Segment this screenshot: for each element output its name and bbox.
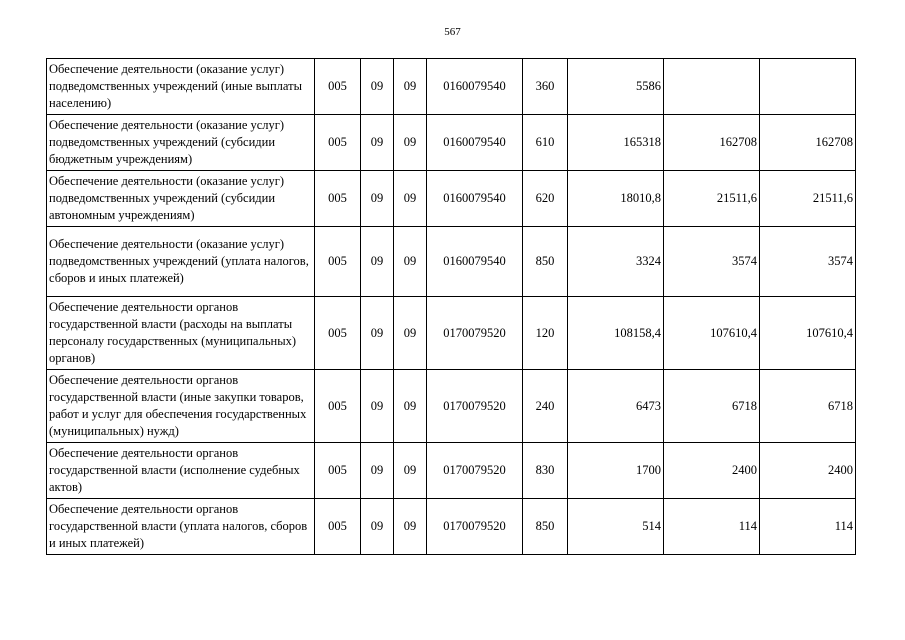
amount-2: 21511,6 [664,171,760,227]
section-code: 09 [361,171,394,227]
expense-type-code: 850 [523,499,568,555]
section-code: 09 [361,499,394,555]
amount-2: 114 [664,499,760,555]
target-code: 0170079520 [427,297,523,370]
table-row [47,59,856,115]
target-code: 0160079540 [427,227,523,297]
target-code: 0170079520 [427,370,523,443]
subsection-code: 09 [394,499,427,555]
amount-3: 162708 [760,115,856,171]
table-row [47,171,856,227]
ministry-code: 005 [315,443,361,499]
subsection-code: 09 [394,171,427,227]
amount-3: 114 [760,499,856,555]
ministry-code: 005 [315,59,361,115]
amount-3: 3574 [760,227,856,297]
amount-1: 108158,4 [568,297,664,370]
table-row [47,443,856,499]
expense-type-code: 620 [523,171,568,227]
amount-2 [664,59,760,115]
table-row [47,227,856,297]
amount-2: 162708 [664,115,760,171]
table-row [47,115,856,171]
amount-2: 107610,4 [664,297,760,370]
table-row [47,297,856,370]
subsection-code: 09 [394,227,427,297]
target-code: 0160079540 [427,59,523,115]
section-code: 09 [361,59,394,115]
page-number: 567 [444,26,461,38]
amount-2: 2400 [664,443,760,499]
amount-1: 165318 [568,115,664,171]
row-name: Обеспечение деятельности органов государственной власти (исполнение судебных актов) [47,443,315,499]
subsection-code: 09 [394,297,427,370]
subsection-code: 09 [394,370,427,443]
budget-table [46,58,856,555]
amount-3: 107610,4 [760,297,856,370]
amount-3 [760,59,856,115]
expense-type-code: 850 [523,227,568,297]
subsection-code: 09 [394,115,427,171]
target-code: 0160079540 [427,115,523,171]
amount-1: 6473 [568,370,664,443]
expense-type-code: 120 [523,297,568,370]
amount-1: 18010,8 [568,171,664,227]
table-row [47,499,856,555]
section-code: 09 [361,115,394,171]
section-code: 09 [361,370,394,443]
row-name: Обеспечение деятельности органов государственной власти (расходы на выплаты персоналу государственных (муниципальных) органов) [47,297,315,370]
amount-1: 1700 [568,443,664,499]
ministry-code: 005 [315,370,361,443]
amount-3: 6718 [760,370,856,443]
row-name: Обеспечение деятельности органов государственной власти (иные закупки товаров, работ и услуг для обеспечения государственных (муниципальных) нужд) [47,370,315,443]
target-code: 0160079540 [427,171,523,227]
ministry-code: 005 [315,499,361,555]
expense-type-code: 830 [523,443,568,499]
ministry-code: 005 [315,171,361,227]
expense-type-code: 360 [523,59,568,115]
row-name: Обеспечение деятельности (оказание услуг) подведомственных учреждений (иные выплаты населению) [47,59,315,115]
subsection-code: 09 [394,443,427,499]
amount-3: 2400 [760,443,856,499]
row-name: Обеспечение деятельности органов государственной власти (уплата налогов, сборов и иных платежей) [47,499,315,555]
amount-1: 514 [568,499,664,555]
row-name: Обеспечение деятельности (оказание услуг) подведомственных учреждений (уплата налогов, сборов и иных платежей) [47,227,315,297]
ministry-code: 005 [315,297,361,370]
expense-type-code: 610 [523,115,568,171]
subsection-code: 09 [394,59,427,115]
section-code: 09 [361,443,394,499]
target-code: 0170079520 [427,443,523,499]
amount-1: 3324 [568,227,664,297]
row-name: Обеспечение деятельности (оказание услуг) подведомственных учреждений (субсидии бюджетным учреждениям) [47,115,315,171]
ministry-code: 005 [315,227,361,297]
amount-3: 21511,6 [760,171,856,227]
section-code: 09 [361,297,394,370]
table-row [47,370,856,443]
amount-2: 3574 [664,227,760,297]
target-code: 0170079520 [427,499,523,555]
amount-1: 5586 [568,59,664,115]
expense-type-code: 240 [523,370,568,443]
section-code: 09 [361,227,394,297]
ministry-code: 005 [315,115,361,171]
amount-2: 6718 [664,370,760,443]
row-name: Обеспечение деятельности (оказание услуг) подведомственных учреждений (субсидии автономным учреждениям) [47,171,315,227]
